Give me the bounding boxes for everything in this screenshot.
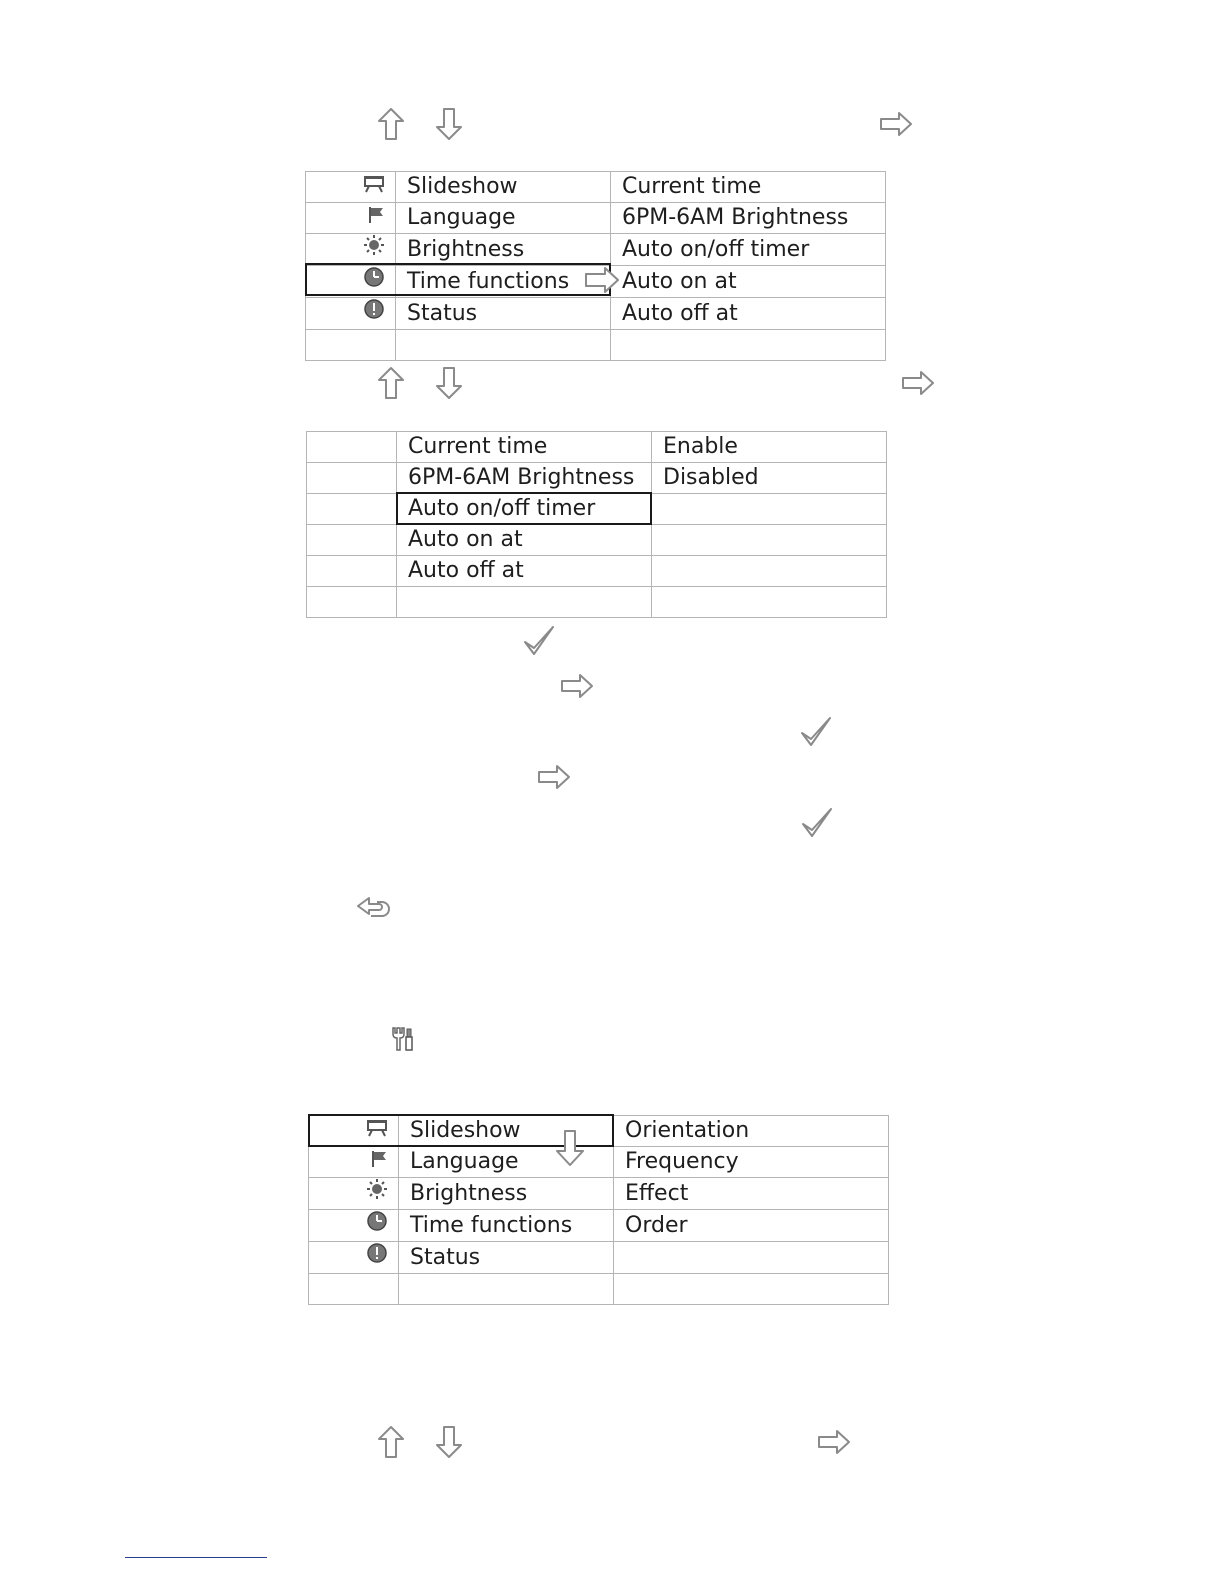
menu-item-label: Slideshow — [399, 1116, 614, 1147]
up-arrow-icon — [377, 1425, 405, 1459]
menu-row-slideshow[interactable] — [309, 1116, 889, 1147]
menu-row-language[interactable] — [309, 1147, 889, 1178]
submenu-row[interactable] — [307, 556, 887, 587]
menu-row-brightness[interactable] — [306, 234, 886, 266]
submenu-row[interactable] — [307, 463, 887, 494]
menu-row-empty — [306, 330, 886, 361]
slideshow-icon — [366, 1116, 388, 1146]
right-arrow-icon — [560, 673, 594, 699]
submenu-item[interactable]: 6PM-6AM Brightness — [611, 203, 886, 234]
right-arrow-icon — [817, 1429, 851, 1455]
submenu-row[interactable] — [307, 432, 887, 463]
sun-icon — [363, 234, 385, 265]
menu-item-label: Language — [399, 1147, 614, 1178]
clock-icon — [366, 1210, 388, 1241]
up-arrow-icon — [377, 366, 405, 400]
setup-tools-icon — [389, 1025, 417, 1053]
submenu-item-label: 6PM-6AM Brightness — [397, 463, 652, 494]
submenu-item[interactable]: Auto off at — [611, 298, 886, 330]
menu-item-label: Language — [396, 203, 611, 234]
submenu-item-label: Auto on/off timer — [397, 494, 652, 525]
flag-icon — [370, 1147, 388, 1177]
time-functions-submenu — [306, 431, 887, 618]
submenu-item-label: Auto on at — [397, 525, 652, 556]
option-value[interactable] — [652, 525, 887, 556]
menu-item-label: Brightness — [396, 234, 611, 266]
down-arrow-icon — [555, 1129, 585, 1167]
submenu-item-label: Current time — [397, 432, 652, 463]
back-icon — [355, 895, 391, 921]
clock-icon — [363, 266, 385, 297]
up-arrow-icon — [377, 107, 405, 141]
right-arrow-icon — [584, 266, 620, 294]
submenu-item[interactable]: Current time — [611, 172, 886, 203]
menu-row-empty — [309, 1274, 889, 1305]
submenu-item[interactable]: Effect — [614, 1178, 889, 1210]
submenu-item[interactable]: Auto on/off timer — [611, 234, 886, 266]
slideshow-icon — [363, 172, 385, 202]
status-icon — [363, 298, 385, 329]
flag-icon — [367, 203, 385, 233]
right-arrow-icon — [901, 370, 935, 396]
menu-row-language[interactable] — [306, 203, 886, 234]
right-arrow-icon — [879, 111, 913, 137]
submenu-item[interactable]: Order — [614, 1210, 889, 1242]
submenu-item[interactable] — [614, 1242, 889, 1274]
setup-menu-slideshow — [308, 1115, 889, 1305]
footnote-rule — [125, 1557, 267, 1558]
submenu-item[interactable]: Orientation — [614, 1116, 889, 1147]
menu-item-label: Slideshow — [396, 172, 611, 203]
checkmark-icon — [522, 624, 556, 658]
option-value[interactable] — [652, 494, 887, 525]
right-arrow-icon — [537, 764, 571, 790]
menu-row-status[interactable] — [309, 1242, 889, 1274]
down-arrow-icon — [435, 107, 463, 141]
submenu-row[interactable] — [307, 525, 887, 556]
menu-row-empty — [307, 587, 887, 618]
submenu-item[interactable]: Auto on at — [611, 266, 886, 298]
menu-row-brightness[interactable] — [309, 1178, 889, 1210]
down-arrow-icon — [435, 366, 463, 400]
menu-item-label: Time functions — [399, 1210, 614, 1242]
down-arrow-icon — [435, 1425, 463, 1459]
option-value[interactable] — [652, 556, 887, 587]
menu-row-slideshow[interactable] — [306, 172, 886, 203]
menu-item-label: Time functions — [396, 266, 611, 298]
submenu-item[interactable]: Frequency — [614, 1147, 889, 1178]
option-value[interactable]: Enable — [652, 432, 887, 463]
sun-icon — [366, 1178, 388, 1209]
menu-item-label: Status — [399, 1242, 614, 1274]
menu-row-status[interactable] — [306, 298, 886, 330]
option-value[interactable]: Disabled — [652, 463, 887, 494]
menu-item-label: Status — [396, 298, 611, 330]
checkmark-icon — [799, 715, 833, 749]
menu-item-label: Brightness — [399, 1178, 614, 1210]
checkmark-icon — [800, 806, 834, 840]
submenu-item-label: Auto off at — [397, 556, 652, 587]
status-icon — [366, 1242, 388, 1273]
submenu-row[interactable] — [307, 494, 887, 525]
menu-row-time-functions[interactable] — [309, 1210, 889, 1242]
